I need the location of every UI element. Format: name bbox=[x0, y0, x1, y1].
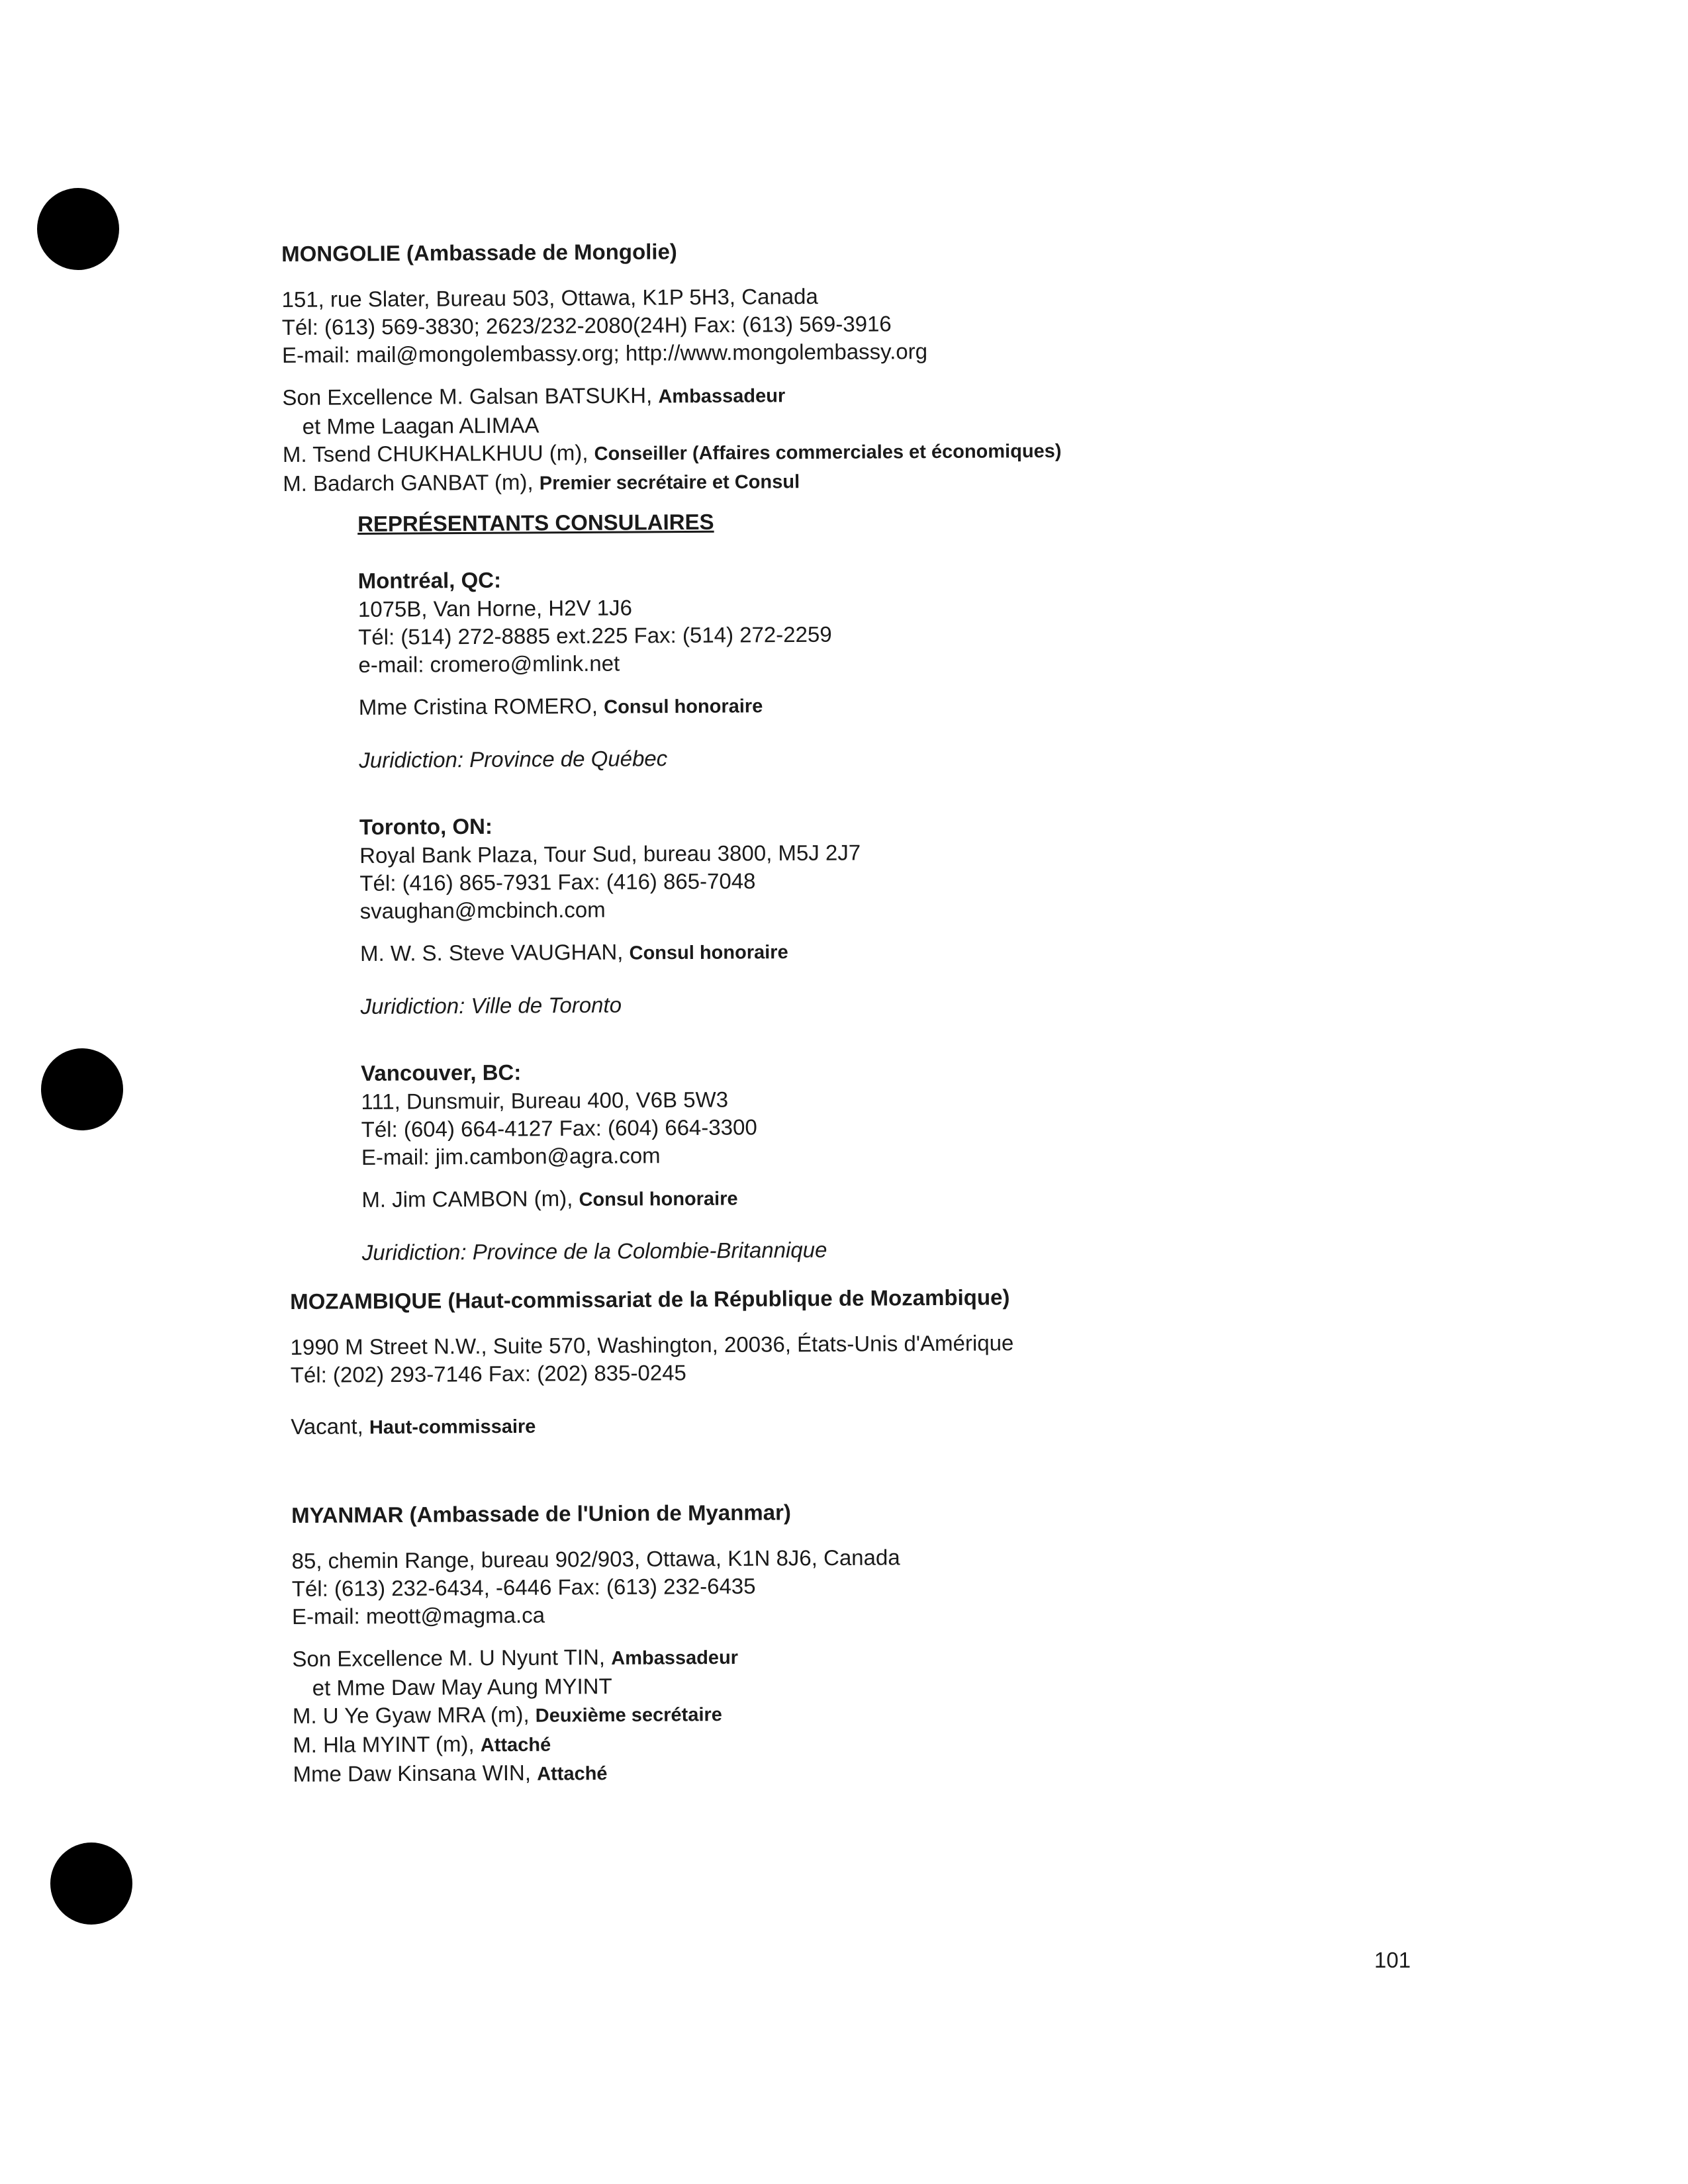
address: 151, rue Slater, Bureau 503, Ottawa, K1P 5H3, Canada bbox=[281, 284, 818, 312]
office-email: svaughan@mcbinch.com bbox=[359, 897, 606, 923]
staff-list bbox=[292, 1637, 1583, 1790]
page-number: 101 bbox=[1374, 1948, 1411, 1972]
staff-role: Ambassadeur bbox=[611, 1647, 739, 1670]
consular-office-vancouver bbox=[361, 1052, 1487, 1267]
staff-name: Mme Daw Kinsana WIN, bbox=[293, 1760, 532, 1786]
consul-name: M. W. S. Steve VAUGHAN, bbox=[359, 939, 624, 966]
consul-role: Consul honoraire bbox=[604, 696, 763, 718]
staff-name: M. U Ye Gyaw MRA (m), bbox=[292, 1702, 530, 1728]
city-heading: Vancouver, BC: bbox=[361, 1060, 522, 1085]
office-email: E-mail: jim.cambon@agra.com bbox=[361, 1143, 661, 1169]
office-address: 111, Dunsmuir, Bureau 400, V6B 5W3 bbox=[361, 1087, 729, 1114]
staff-role: Haut-commissaire bbox=[369, 1416, 536, 1439]
jurisdiction: Juridiction: Province de Québec bbox=[359, 746, 668, 772]
staff-name: M. Hla MYINT (m), bbox=[293, 1731, 475, 1757]
phone-fax: Tél: (613) 569-3830; 2623/232-2080(24H) Fax: (613) 569-3916 bbox=[281, 311, 892, 340]
staff-name: M. Badarch GANBAT (m), bbox=[283, 469, 534, 496]
consul-name: M. Jim CAMBON (m), bbox=[361, 1186, 573, 1212]
phone-fax: Tél: (613) 232-6434, -6446 Fax: (613) 232-6435 bbox=[291, 1573, 756, 1601]
staff-role: Attaché bbox=[480, 1734, 551, 1756]
consular-office-toronto bbox=[359, 806, 1486, 1021]
address: 1990 M Street N.W., Suite 570, Washington, 20036, États-Unis d'Amérique bbox=[290, 1330, 1014, 1359]
consular-office-montreal bbox=[358, 560, 1485, 774]
country-heading: MYANMAR (Ambassade de l'Union de Myanmar) bbox=[291, 1500, 791, 1527]
jurisdiction: Juridiction: Ville de Toronto bbox=[360, 992, 622, 1019]
staff-name: et Mme Laagan ALIMAA bbox=[302, 412, 539, 439]
staff-name: Vacant, bbox=[291, 1414, 363, 1439]
consul-role: Consul honoraire bbox=[629, 942, 788, 964]
staff-role: Premier secrétaire et Consul bbox=[539, 471, 800, 494]
city-heading: Toronto, ON: bbox=[359, 813, 493, 839]
office-email: e-mail: cromero@mlink.net bbox=[358, 651, 620, 677]
staff-role: Ambassadeur bbox=[658, 385, 786, 408]
staff-role: Conseiller (Affaires commerciales et économiques) bbox=[594, 440, 1062, 465]
office-phone: Tél: (514) 272-8885 ext.225 Fax: (514) 272-2259 bbox=[358, 621, 832, 649]
email-web: E-mail: mail@mongolembassy.org; http://www.mongolembassy.org bbox=[281, 339, 928, 367]
consular-section bbox=[357, 503, 1487, 1267]
city-heading: Montréal, QC: bbox=[357, 567, 502, 593]
consul-name: Mme Cristina ROMERO, bbox=[358, 693, 598, 719]
staff-role: Deuxième secrétaire bbox=[535, 1704, 722, 1727]
consular-title: REPRÉSENTANTS CONSULAIRES bbox=[357, 509, 714, 536]
entry-myanmar bbox=[291, 1493, 1584, 1790]
country-heading: MONGOLIE (Ambassade de Mongolie) bbox=[281, 239, 677, 266]
email: E-mail: meott@magma.ca bbox=[291, 1602, 545, 1629]
staff-name: Son Excellence M. U Nyunt TIN, bbox=[292, 1645, 606, 1671]
office-address: 1075B, Van Horne, H2V 1J6 bbox=[357, 595, 633, 621]
phone-fax: Tél: (202) 293-7146 Fax: (202) 835-0245 bbox=[290, 1360, 686, 1387]
entry-mozambique bbox=[290, 1279, 1581, 1442]
address: 85, chemin Range, bureau 902/903, Ottawa, K1N 8J6, Canada bbox=[291, 1545, 900, 1573]
jurisdiction: Juridiction: Province de la Colombie-Britannique bbox=[361, 1237, 827, 1265]
office-address: Royal Bank Plaza, Tour Sud, bureau 3800, M5J 2J7 bbox=[359, 840, 861, 868]
country-heading: MOZAMBIQUE (Haut-commissariat de la République de Mozambique) bbox=[290, 1285, 1010, 1314]
staff-name: M. Tsend CHUKHALKHUU (m), bbox=[282, 440, 588, 467]
office-phone: Tél: (604) 664-4127 Fax: (604) 664-3300 bbox=[361, 1115, 757, 1142]
staff-name: Son Excellence M. Galsan BATSUKH, bbox=[282, 383, 653, 410]
staff-role: Attaché bbox=[537, 1763, 608, 1785]
staff-name: et Mme Daw May Aung MYINT bbox=[312, 1674, 612, 1700]
consul-role: Consul honoraire bbox=[579, 1188, 738, 1210]
entry-mongolie bbox=[281, 232, 1573, 499]
office-phone: Tél: (416) 865-7931 Fax: (416) 865-7048 bbox=[359, 868, 756, 895]
staff-list bbox=[282, 376, 1573, 499]
